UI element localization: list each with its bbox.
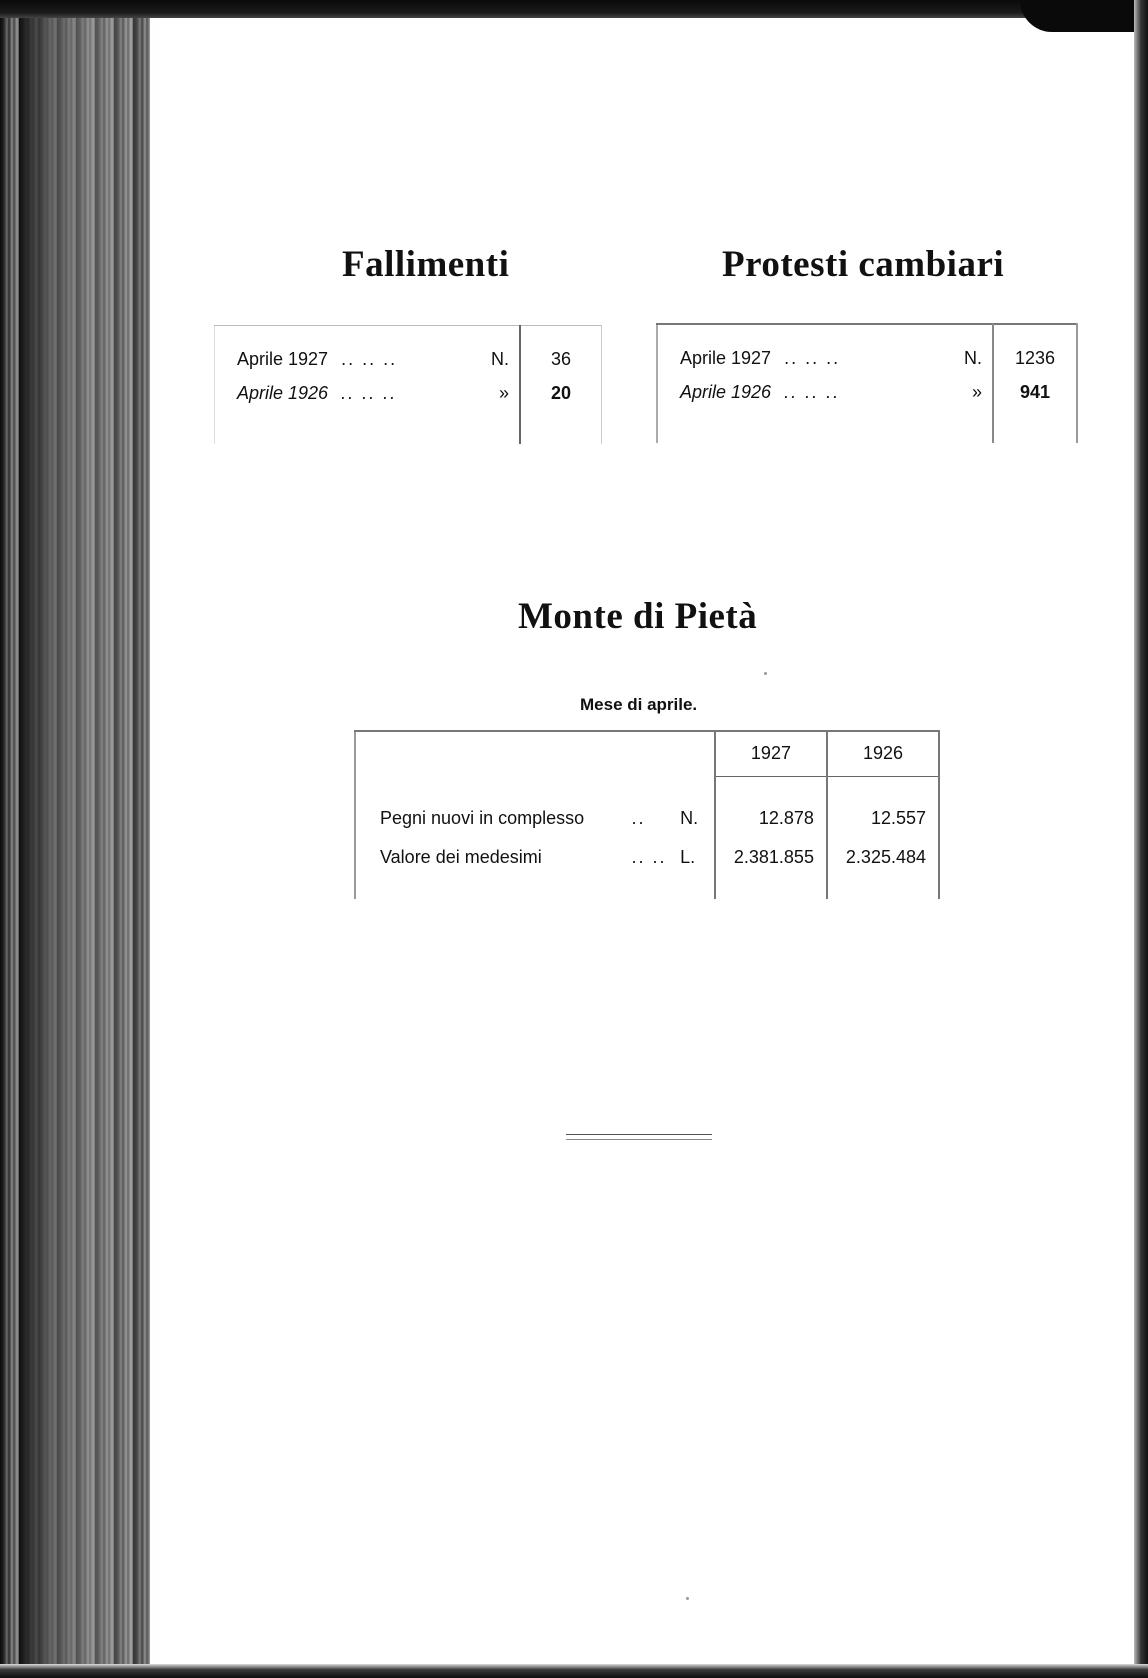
monte-table xyxy=(354,730,940,899)
page-right-edge xyxy=(1134,0,1148,1678)
leader-dots: .. .. .. xyxy=(341,382,398,403)
scan-speck xyxy=(686,1597,689,1600)
column-header-1927: 1927 xyxy=(715,731,827,776)
row-value: 36 xyxy=(520,326,602,377)
table-row xyxy=(657,324,1077,375)
row-value: 20 xyxy=(520,376,602,410)
row-unit: N. xyxy=(964,347,982,368)
table-row xyxy=(355,797,939,841)
leader-dots: .. .. .. xyxy=(341,348,398,369)
value-1926: 12.557 xyxy=(827,797,939,841)
fallimenti-table xyxy=(214,325,602,444)
page-bottom-edge xyxy=(0,1664,1148,1678)
section-divider xyxy=(566,1134,712,1140)
table-row xyxy=(657,375,1077,409)
monte-subtitle: Mese di aprile. xyxy=(580,695,698,714)
row-label: Aprile 1926 xyxy=(237,382,329,403)
leader-dots: .. .. .. xyxy=(784,347,841,368)
row-unit: » xyxy=(971,381,982,402)
page-top-edge xyxy=(0,0,1148,18)
row-label: Valore dei medesimi xyxy=(380,846,542,867)
row-label: Aprile 1926 xyxy=(680,381,772,402)
row-label: Aprile 1927 xyxy=(237,348,329,369)
row-label: Aprile 1927 xyxy=(680,347,772,368)
row-label: Pegni nuovi in complesso xyxy=(380,808,585,828)
row-unit: N. xyxy=(680,808,699,828)
leader-dots: .. .. xyxy=(631,846,667,867)
page-top-notch xyxy=(1020,0,1148,32)
row-value: 941 xyxy=(993,375,1077,409)
value-1926: 2.325.484 xyxy=(827,841,939,899)
table-row xyxy=(215,326,602,377)
row-unit: » xyxy=(498,382,509,403)
protesti-table xyxy=(656,323,1078,443)
row-unit: L. xyxy=(680,846,696,867)
table-row xyxy=(355,841,939,899)
protesti-title: Protesti cambiari xyxy=(722,244,1005,285)
page-binding-shadow xyxy=(20,0,160,1678)
leader-dots: .. xyxy=(631,808,646,828)
value-1927: 2.381.855 xyxy=(715,841,827,899)
monte-title: Monte di Pietà xyxy=(518,596,758,637)
value-1927: 12.878 xyxy=(715,797,827,841)
fallimenti-title: Fallimenti xyxy=(342,244,510,285)
leader-dots: .. .. .. xyxy=(784,381,841,402)
row-value: 1236 xyxy=(993,324,1077,375)
table-header-row xyxy=(355,731,939,776)
table-row xyxy=(215,376,602,410)
column-header-1926: 1926 xyxy=(827,731,939,776)
row-unit: N. xyxy=(491,348,509,369)
scan-speck xyxy=(764,672,767,675)
